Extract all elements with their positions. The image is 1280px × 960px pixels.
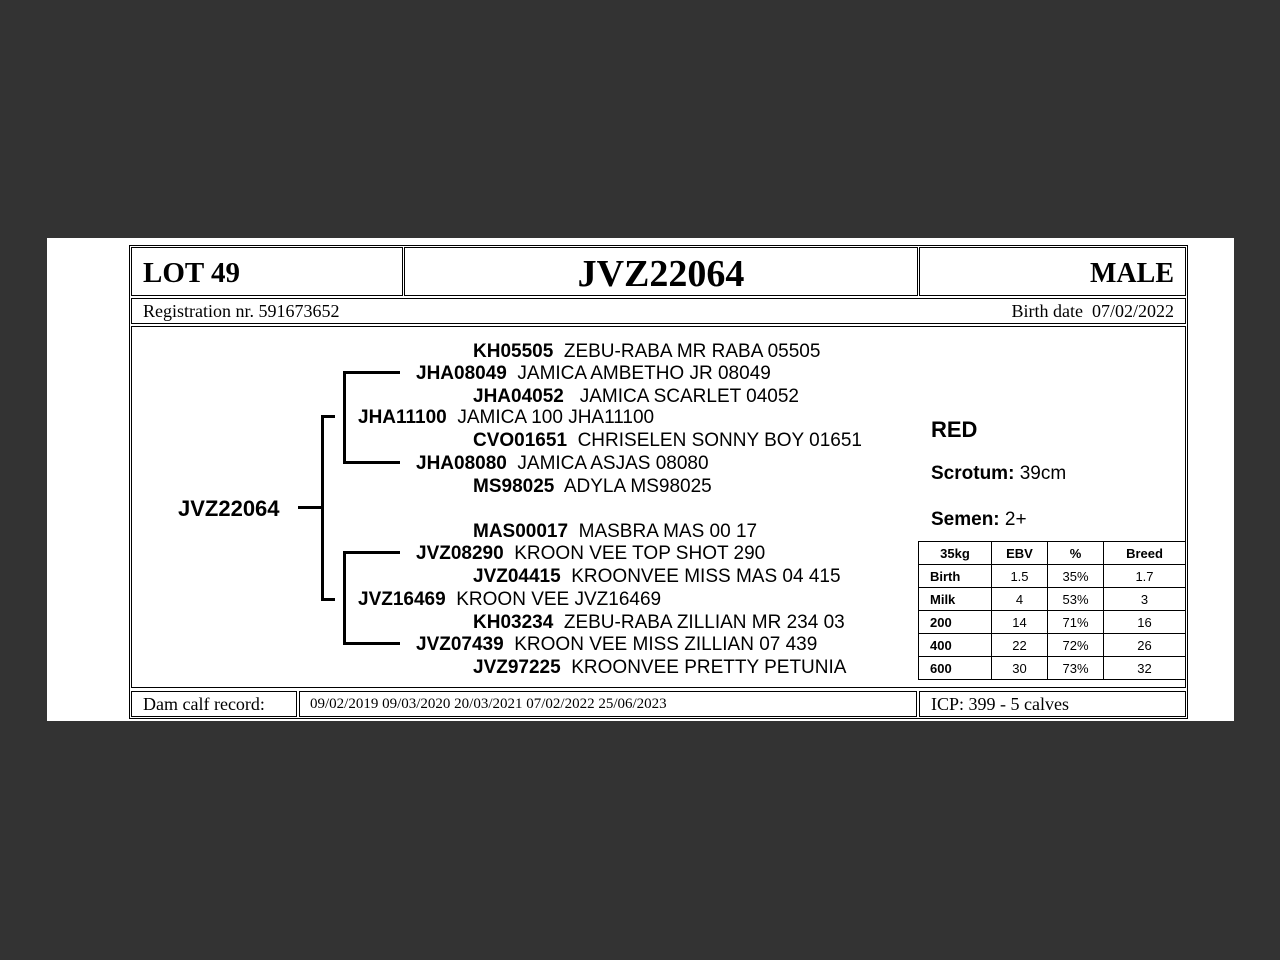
ebv-row-label: Birth bbox=[919, 565, 992, 588]
semen-value: 2+ bbox=[1004, 509, 1027, 530]
ebv-breed: 26 bbox=[1104, 634, 1186, 657]
pedigree-id: JVZ97225 bbox=[473, 657, 561, 678]
pedigree-name: CHRISELEN SONNY BOY 01651 bbox=[577, 430, 863, 451]
ebv-value: 14 bbox=[992, 611, 1048, 634]
pedigree-id: MS98025 bbox=[473, 476, 555, 497]
ebv-value: 30 bbox=[992, 657, 1048, 680]
pedigree-id: JVZ16469 bbox=[358, 589, 446, 610]
icp-summary: ICP: 399 - 5 calves bbox=[931, 694, 1069, 714]
pedigree-name: KROONVEE PRETTY PETUNIA bbox=[571, 657, 847, 678]
pedigree-dam-sire-dam bbox=[473, 567, 841, 586]
scrotum-value: 39cm bbox=[1019, 463, 1067, 484]
ebv-header-pct: % bbox=[1048, 542, 1104, 565]
birth-date bbox=[1012, 302, 1175, 320]
ebv-value: 22 bbox=[992, 634, 1048, 657]
ebv-percent: 73% bbox=[1048, 657, 1104, 680]
ebv-row-label: Milk bbox=[919, 588, 992, 611]
birth-date-value: 07/02/2022 bbox=[1091, 301, 1174, 321]
table-row bbox=[919, 634, 1186, 657]
registration-label bbox=[143, 302, 340, 320]
semen-label: Semen: bbox=[931, 509, 1000, 530]
pedigree-id: JVZ04415 bbox=[473, 566, 561, 587]
main-vertical bbox=[321, 415, 324, 600]
sire-dam-line bbox=[343, 461, 400, 464]
table-row bbox=[919, 611, 1186, 634]
pedigree-sire bbox=[358, 408, 654, 427]
pedigree-name: JAMICA ASJAS 08080 bbox=[517, 453, 709, 474]
pedigree-dam-dam bbox=[416, 635, 817, 654]
ebv-header-row bbox=[919, 542, 1186, 565]
animal-id-title: JVZ22064 bbox=[577, 253, 745, 295]
ebv-value: 1.5 bbox=[992, 565, 1048, 588]
pedigree-sire-dam-sire bbox=[473, 431, 862, 450]
pedigree-name: ZEBU-RABA MR RABA 05505 bbox=[563, 341, 821, 362]
ebv-percent: 35% bbox=[1048, 565, 1104, 588]
table-row bbox=[919, 657, 1186, 680]
registration-number: 591673652 bbox=[258, 301, 340, 321]
pedigree-name: JAMICA AMBETHO JR 08049 bbox=[517, 363, 771, 384]
pedigree-sire-dam bbox=[416, 454, 709, 473]
pedigree-name: MASBRA MAS 00 17 bbox=[578, 521, 758, 542]
color-label: RED bbox=[931, 417, 978, 442]
sire-sire-line bbox=[343, 371, 400, 374]
subject-connector bbox=[298, 506, 322, 509]
dam-dam-line bbox=[343, 642, 400, 645]
dam-tick bbox=[321, 598, 335, 601]
pedigree-name: JAMICA 100 JHA11100 bbox=[457, 407, 655, 428]
sire-vertical bbox=[343, 371, 346, 464]
pedigree-dam-dam-sire bbox=[473, 613, 845, 632]
pedigree-sire-sire bbox=[416, 364, 771, 383]
sire-tick bbox=[321, 415, 335, 418]
ebv-header-breed: Breed bbox=[1104, 542, 1186, 565]
pedigree-sire-sire-sire bbox=[473, 342, 820, 361]
ebv-header-ebv: EBV bbox=[992, 542, 1048, 565]
pedigree-name: KROON VEE MISS ZILLIAN 07 439 bbox=[514, 634, 818, 655]
dam-calf-label: Dam calf record: bbox=[143, 694, 265, 714]
pedigree-id: CVO01651 bbox=[473, 430, 568, 451]
table-row bbox=[919, 565, 1186, 588]
pedigree-id: JVZ08290 bbox=[416, 543, 504, 564]
ebv-table bbox=[918, 541, 1186, 680]
ebv-header-weight: 35kg bbox=[919, 542, 992, 565]
ebv-breed: 3 bbox=[1104, 588, 1186, 611]
ebv-row-label: 600 bbox=[919, 657, 992, 680]
semen-measure bbox=[931, 510, 1027, 529]
dam-vertical bbox=[343, 551, 346, 645]
pedigree-dam-sire bbox=[416, 544, 765, 563]
pedigree-name: KROON VEE TOP SHOT 290 bbox=[514, 543, 766, 564]
ebv-percent: 72% bbox=[1048, 634, 1104, 657]
pedigree-name: ADYLA MS98025 bbox=[563, 476, 712, 497]
pedigree-id: MAS00017 bbox=[473, 521, 569, 542]
ebv-percent: 53% bbox=[1048, 588, 1104, 611]
pedigree-id: JVZ07439 bbox=[416, 634, 504, 655]
pedigree-subject: JVZ22064 bbox=[178, 496, 280, 521]
pedigree-dam-sire-sire bbox=[473, 522, 757, 541]
pedigree-dam-dam-dam bbox=[473, 658, 846, 677]
registration-label-text: Registration nr. bbox=[143, 301, 254, 321]
ebv-value: 4 bbox=[992, 588, 1048, 611]
pedigree-sire-sire-dam bbox=[473, 387, 799, 406]
table-row bbox=[919, 588, 1186, 611]
pedigree-id: JHA11100 bbox=[358, 407, 447, 428]
pedigree-name: ZEBU-RABA ZILLIAN MR 234 03 bbox=[563, 612, 845, 633]
dam-calf-dates: 09/02/2019 09/03/2020 20/03/2021 07/02/2022 25/06/2023 bbox=[310, 696, 667, 712]
ebv-percent: 71% bbox=[1048, 611, 1104, 634]
dam-sire-line bbox=[343, 551, 400, 554]
pedigree-id: KH05505 bbox=[473, 341, 554, 362]
pedigree-name: KROON VEE JVZ16469 bbox=[456, 589, 662, 610]
pedigree-id: JHA08080 bbox=[416, 453, 507, 474]
pedigree-dam bbox=[358, 590, 661, 609]
scrotum-measure bbox=[931, 464, 1066, 483]
pedigree-name: JAMICA SCARLET 04052 bbox=[579, 386, 799, 407]
ebv-breed: 1.7 bbox=[1104, 565, 1186, 588]
ebv-row-label: 200 bbox=[919, 611, 992, 634]
pedigree-sire-dam-dam bbox=[473, 477, 712, 496]
pedigree-name: KROONVEE MISS MAS 04 415 bbox=[571, 566, 841, 587]
lot-number: LOT 49 bbox=[143, 257, 240, 289]
sex-label: MALE bbox=[1090, 258, 1174, 289]
ebv-breed: 32 bbox=[1104, 657, 1186, 680]
scrotum-label: Scrotum: bbox=[931, 463, 1015, 484]
pedigree-id: JHA08049 bbox=[416, 363, 507, 384]
ebv-breed: 16 bbox=[1104, 611, 1186, 634]
birth-date-label: Birth date bbox=[1011, 301, 1083, 321]
pedigree-id: JHA04052 bbox=[473, 386, 564, 407]
pedigree-id: KH03234 bbox=[473, 612, 554, 633]
ebv-row-label: 400 bbox=[919, 634, 992, 657]
